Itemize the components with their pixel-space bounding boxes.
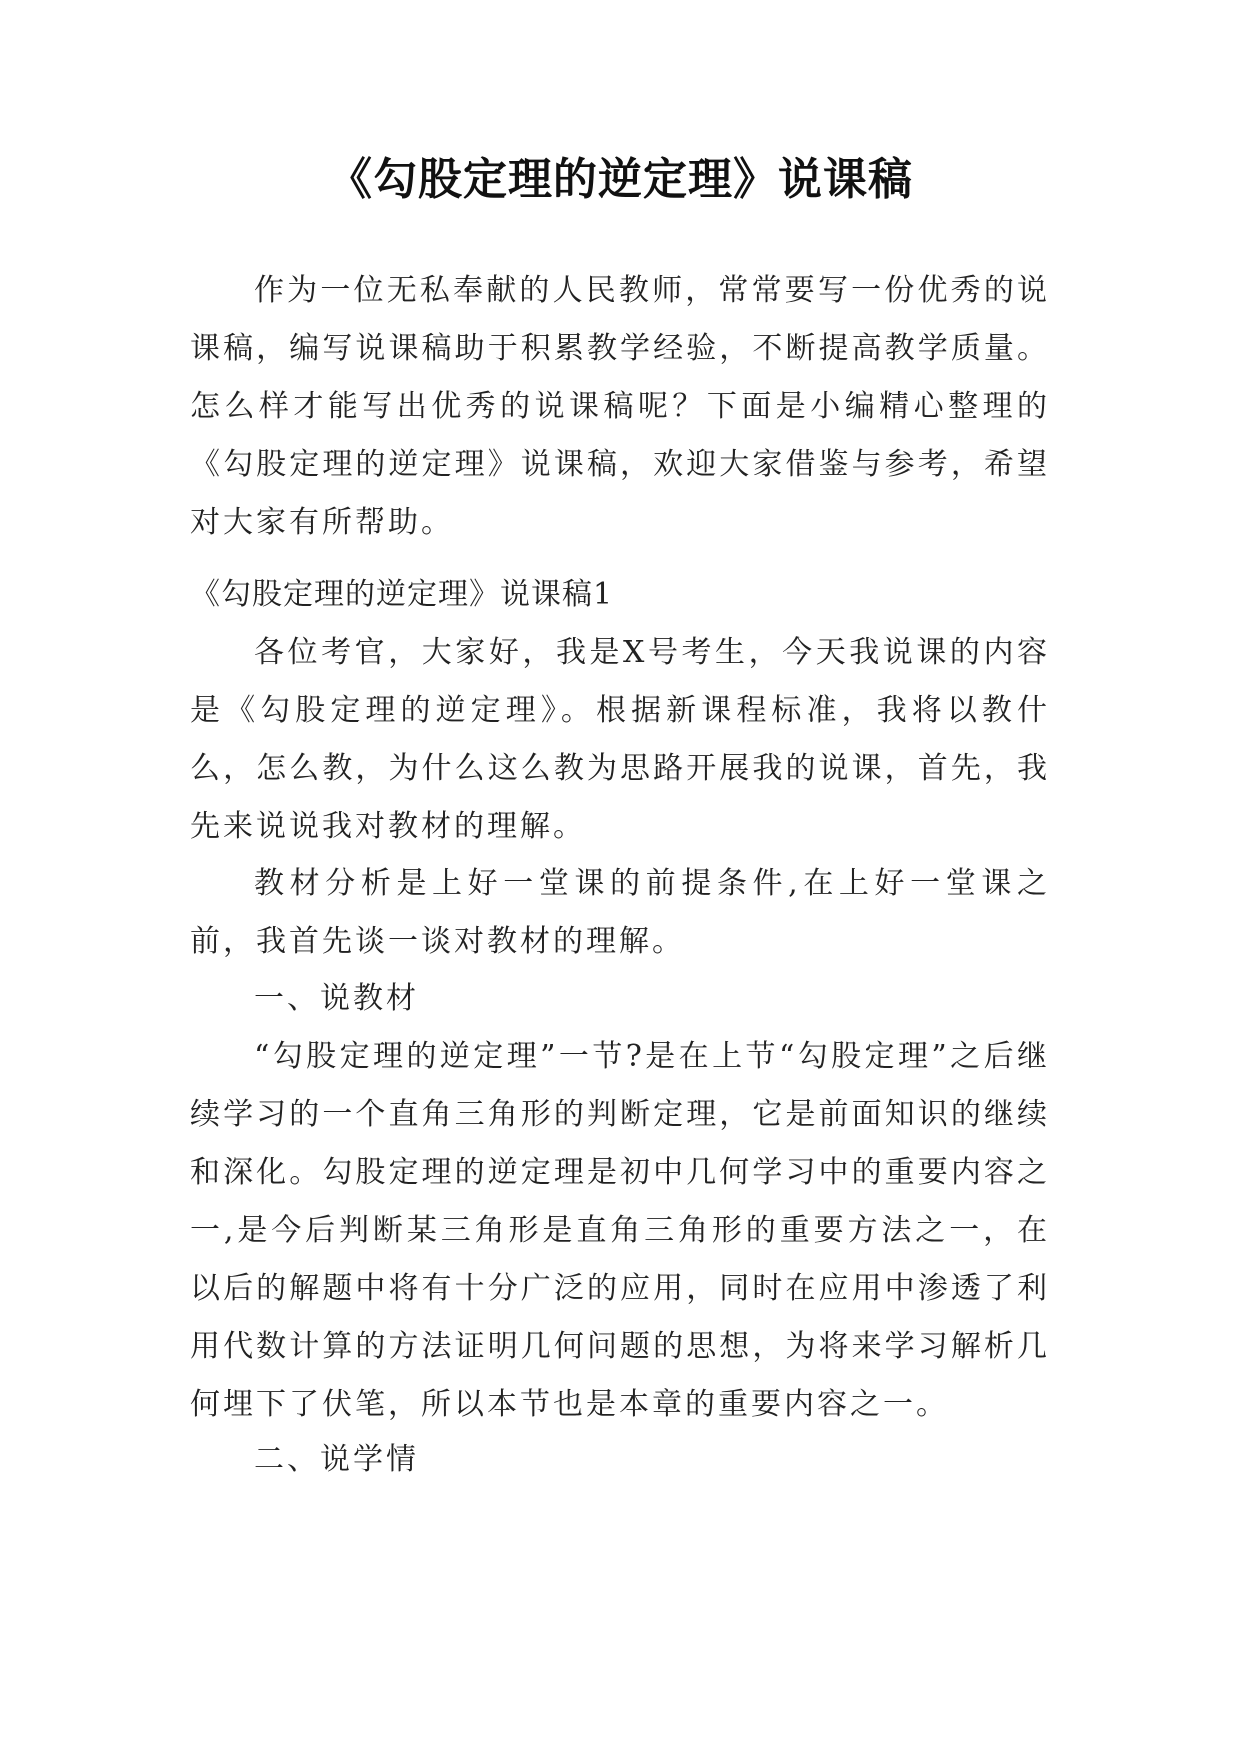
- paragraph-3: “勾股定理的逆定理”一节?是在上节“勾股定理”之后继续学习的一个直角三角形的判断定理，它是前面知识的继续和深化。勾股定理的逆定理是初中几何学习中的重要内容之一,是今后判断某三角形是直角三角形的重要方法之一，在以后的解题中将有十分广泛的应用，同时在应用中渗透了利用代数计算的方法证明几何问题的思想，为将来学习解析几何埋下了伏笔，所以本节也是本章的重要内容之一。: [190, 1039, 1050, 1422]
- intro-paragraph: 作为一位无私奉献的人民教师，常常要写一份优秀的说课稿，编写说课稿助于积累教学经验，不断提高教学质量。怎么样才能写出优秀的说课稿呢？下面是小编精心整理的《勾股定理的逆定理》说课稿，欢迎大家借鉴与参考，希望对大家有所帮助。: [190, 273, 1050, 540]
- paragraph-1: 各位考官，大家好，我是X号考生，今天我说课的内容是《勾股定理的逆定理》。根据新课程标准，我将以教什么，怎么教，为什么这么教为思路开展我的说课，首先，我先来说说我对教材的理解。: [190, 635, 1050, 844]
- document-title: 《勾股定理的逆定理》说课稿: [328, 154, 913, 205]
- section-title: 《勾股定理的逆定理》说课稿1: [190, 577, 614, 612]
- subheading-textbook: 一、说教材: [254, 981, 419, 1016]
- paragraph-2: 教材分析是上好一堂课的前提条件,在上好一堂课之前，我首先谈一谈对教材的理解。: [190, 866, 1050, 959]
- subheading-learners: 二、说学情: [254, 1442, 419, 1477]
